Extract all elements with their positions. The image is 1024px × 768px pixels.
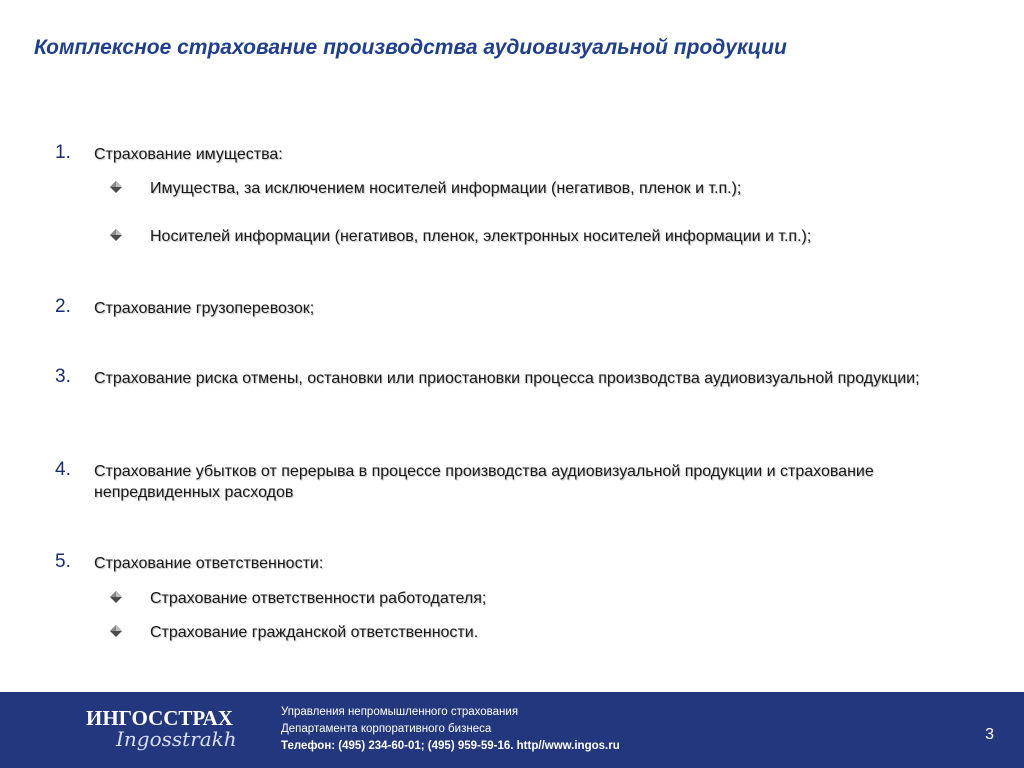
item-text: Страхование убытков от перерыва в процессе производства аудиовизуальной продукции и страхование непредвиденных расходов [94, 463, 874, 501]
diamond-bullet-icon [110, 181, 122, 193]
item-text: Страхование ответственности: [94, 555, 324, 572]
page-number: 3 [985, 726, 994, 743]
slide-title: Комплексное страхование производства аудиовизуальной продукции [34, 36, 787, 59]
sub-item-text: Страхование гражданской ответственности. [150, 624, 479, 641]
footer-bar [0, 692, 1024, 768]
item-number: 3. [55, 366, 71, 387]
footer-line-department: Управления непромышленного страхования [281, 706, 519, 718]
diamond-bullet-icon [110, 591, 122, 603]
logo-wordmark: ИНГОССТРАХ [86, 706, 233, 730]
diamond-bullet-icon [110, 625, 122, 637]
footer-contact-info [281, 704, 620, 755]
sub-item-text: Страхование ответственности работодателя; [150, 590, 487, 607]
item-text: Страхование имущества: [94, 146, 283, 163]
company-logo [86, 706, 246, 754]
footer-line-division: Департамента корпоративного бизнеса [281, 723, 492, 735]
footer-line-phone: Телефон: (495) 234-60-01; (495) 959-59-16. http//www.ingos.ru [281, 740, 620, 752]
item-number: 4. [55, 459, 71, 480]
item-number: 1. [55, 142, 71, 163]
item-text: Страхование риска отмены, остановки или приостановки процесса производства аудиовизуальной продукции; [94, 370, 920, 387]
logo-script: Ingosstrakh [116, 727, 237, 751]
diamond-bullet-icon [110, 229, 122, 241]
item-number: 5. [55, 551, 71, 572]
sub-item-text: Имущества, за исключением носителей информации (негативов, пленок и т.п.); [150, 180, 742, 197]
sub-item-text: Носителей информации (негативов, пленок, электронных носителей информации и т.п.); [150, 228, 812, 245]
item-text: Страхование грузоперевозок; [94, 300, 315, 317]
item-number: 2. [55, 296, 71, 317]
